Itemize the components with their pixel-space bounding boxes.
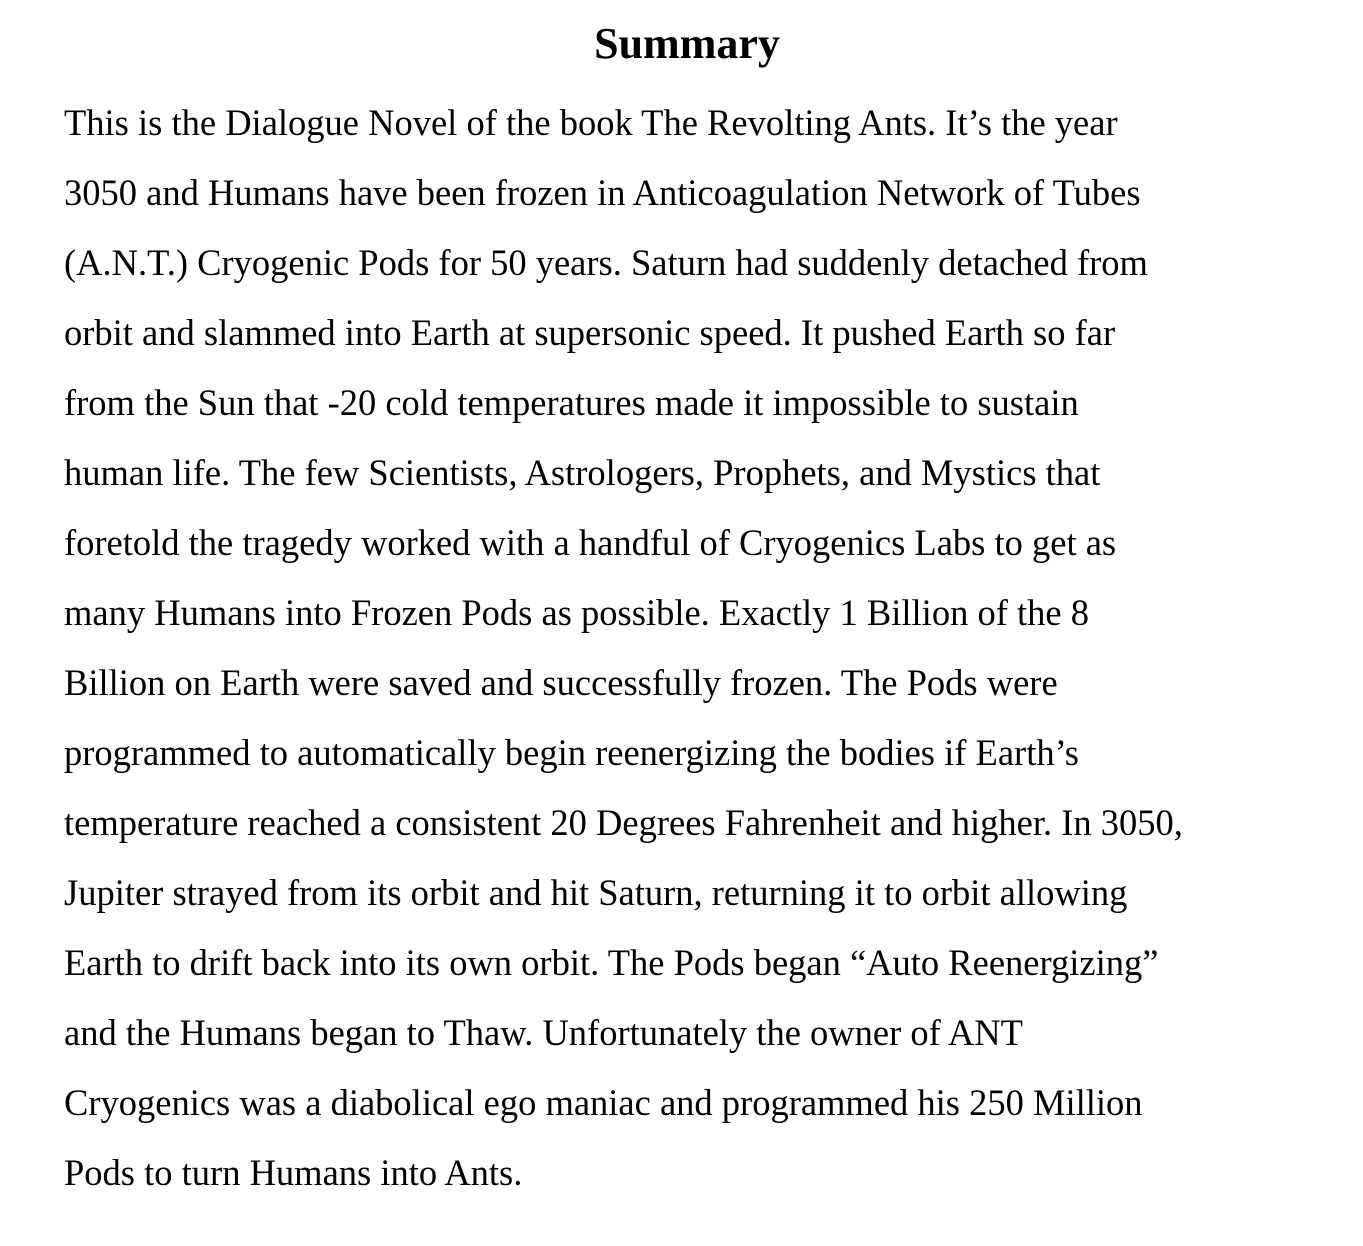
text-line: temperature reached a consistent 20 Degrees Fahrenheit and higher. In 3050,: [64, 802, 1183, 843]
text-line: This is the Dialogue Novel of the book The Revolting Ants. It’s the year: [64, 102, 1118, 143]
text-line: from the Sun that -20 cold temperatures made it impossible to sustain: [64, 382, 1079, 423]
text-line: orbit and slammed into Earth at supersonic speed. It pushed Earth so far: [64, 312, 1116, 353]
text-line: Cryogenics was a diabolical ego maniac and programmed his 250 Million: [64, 1082, 1143, 1123]
text-line: Pods to turn Humans into Ants.: [64, 1152, 523, 1193]
text-line: (A.N.T.) Cryogenic Pods for 50 years. Saturn had suddenly detached from: [64, 242, 1148, 283]
text-line: and the Humans began to Thaw. Unfortunately the owner of ANT: [64, 1012, 1023, 1053]
page-title: Summary: [594, 19, 780, 68]
text-line: foretold the tragedy worked with a handful of Cryogenics Labs to get as: [64, 522, 1117, 563]
text-line: Jupiter strayed from its orbit and hit Saturn, returning it to orbit allowing: [64, 872, 1128, 913]
text-line: Earth to drift back into its own orbit. The Pods began “Auto Reenergizing”: [64, 942, 1159, 983]
text-line: programmed to automatically begin reenergizing the bodies if Earth’s: [64, 732, 1079, 773]
text-line: many Humans into Frozen Pods as possible. Exactly 1 Billion of the 8: [64, 592, 1089, 633]
summary-paragraph: [64, 88, 1344, 1208]
text-line: 3050 and Humans have been frozen in Anticoagulation Network of Tubes: [64, 172, 1141, 213]
text-line: Billion on Earth were saved and successfully frozen. The Pods were: [64, 662, 1058, 703]
text-line: human life. The few Scientists, Astrologers, Prophets, and Mystics that: [64, 452, 1101, 493]
